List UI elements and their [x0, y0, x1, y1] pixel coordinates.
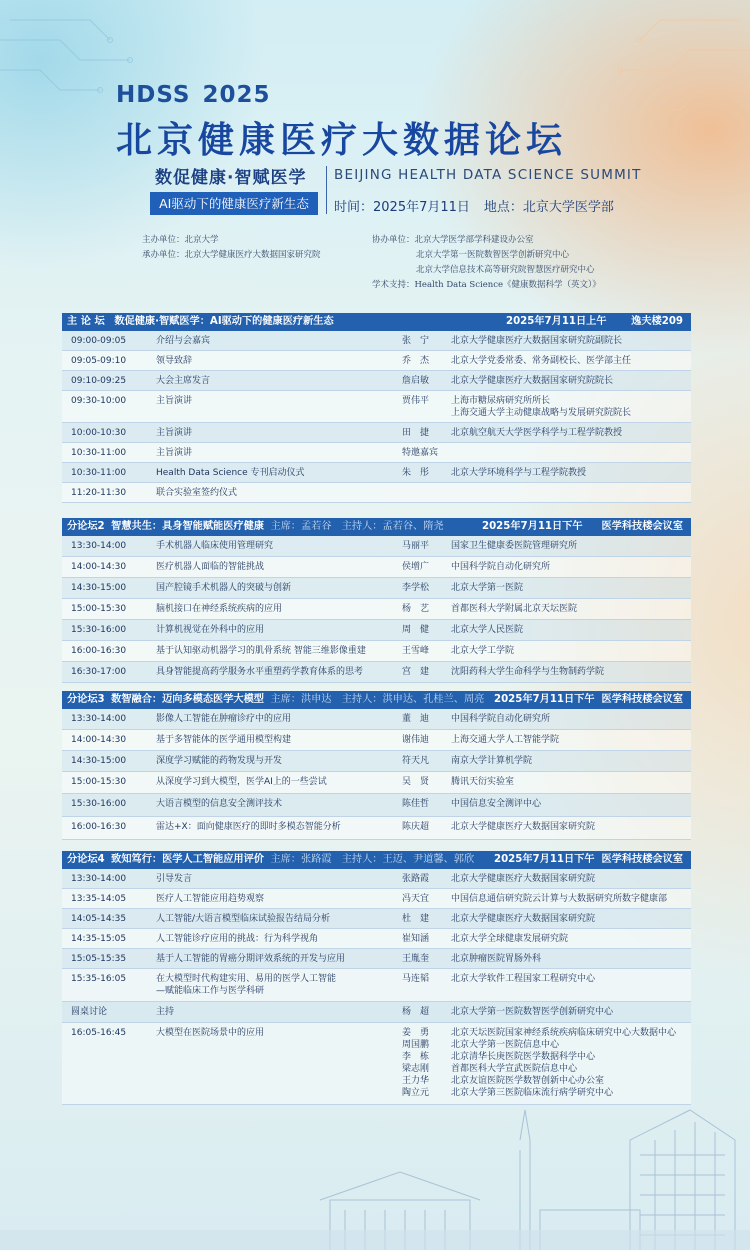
- row-topic: 主旨演讲: [156, 396, 193, 406]
- section-date: 2025年7月11日下午: [494, 854, 595, 865]
- slogan: 数促健康·智赋医学: [155, 168, 307, 188]
- row-affiliation: 北京航空航天大学医学科学与工程学院教授: [451, 428, 623, 438]
- sub-forum-4-section: [62, 851, 691, 1105]
- row-topic: 国产腔镜手术机器人的突破与创新: [156, 583, 292, 593]
- time-place: [334, 196, 614, 215]
- row-affiliation: 北京大学健康医疗大数据国家研究院: [451, 822, 596, 832]
- row-topic: 脑机接口在神经系统疾病的应用: [156, 604, 283, 614]
- panel-affiliations: [451, 1027, 676, 1099]
- section-title: 智慧共生：具身智能赋能医疗健康: [111, 521, 264, 532]
- academic-support: 学术支持：Health Data Science《健康数据科学（英文）》: [372, 280, 601, 290]
- section-title: 数促健康·智赋医学：AI驱动下的健康医疗新生态: [114, 316, 334, 327]
- row-topic: 具身智能提高药学服务水平重塑药学教育体系的思考: [156, 667, 364, 677]
- agenda-row: [62, 949, 691, 969]
- row-affiliation: 北京肿瘤医院胃肠外科: [451, 954, 542, 964]
- organizers-left: [142, 233, 321, 263]
- row-speaker: 冯天宜: [402, 894, 430, 904]
- row-time: 14:35-15:05: [71, 934, 127, 944]
- sub-forum-2-section: [62, 518, 691, 683]
- row-topic: 计算机视觉在外科中的应用: [156, 625, 265, 635]
- row-topic: 大模型在医院场景中的应用: [156, 1028, 265, 1038]
- row-time: 15:35-16:05: [71, 974, 127, 984]
- row-time: 13:35-14:05: [71, 894, 127, 904]
- row-topic: 医疗机器人面临的智能挑战: [156, 562, 265, 572]
- row-time: 10:30-11:00: [71, 468, 127, 478]
- section-header: [62, 518, 691, 536]
- agenda-table: [62, 536, 691, 683]
- row-time: 16:00-16:30: [71, 646, 127, 656]
- row-affiliation: 北京大学软件工程国家工程研究中心: [451, 974, 596, 984]
- co-org-3: 北京大学信息技术高等研究院智慧医疗研究中心: [416, 265, 595, 275]
- row-affiliation: 北京大学党委常委、常务副校长、医学部主任: [451, 356, 632, 366]
- row-topic: 深度学习赋能的药物发现与开发: [156, 756, 283, 766]
- section-header: [62, 691, 691, 709]
- row-topic: 雷达+X：面向健康医疗的即时多模态智能分析: [156, 822, 341, 832]
- main-forum-section: [62, 313, 691, 503]
- row-affiliation: 沈阳药科大学生命科学与生物制药学院: [451, 667, 605, 677]
- section-venue: 医学科技楼会议室: [601, 854, 683, 865]
- agenda-row: [62, 599, 691, 620]
- row-topic: 医疗人工智能应用趋势观察: [156, 894, 265, 904]
- panel-speaker: 王力华: [402, 1076, 430, 1086]
- row-affiliation: 北京大学全球健康发展研究院: [451, 934, 569, 944]
- row-topic: 基于认知驱动机器学习的肌骨系统 智能三维影像重建: [156, 646, 366, 656]
- agenda-row: [62, 869, 691, 889]
- header-divider: [326, 166, 327, 214]
- section-prefix: 分论坛3: [67, 694, 105, 705]
- agenda-row: [62, 662, 691, 683]
- affiliation-line: 上海交通大学主动健康战略与发展研究院院长: [451, 408, 632, 418]
- brand-name: HDSS: [116, 82, 191, 108]
- row-affiliation: 北京大学健康医疗大数据国家研究院院长: [451, 376, 614, 386]
- row-affiliation: 中国信息通信研究院云计算与大数据研究所数字健康部: [451, 894, 668, 904]
- panel-speaker: 梁志刚: [402, 1064, 430, 1074]
- row-time: 15:30-16:00: [71, 799, 127, 809]
- row-topic: 联合实验室签约仪式: [156, 488, 238, 498]
- section-date: 2025年7月11日上午: [506, 316, 607, 327]
- row-topic: 人工智能诊疗应用的挑战：行为科学视角: [156, 934, 319, 944]
- panel-affiliation: 首都医科大学宣武医院信息中心: [451, 1064, 578, 1074]
- row-time: 09:30-10:00: [71, 396, 127, 406]
- row-time: 15:30-16:00: [71, 625, 127, 635]
- row-affiliation: 北京大学健康医疗大数据国家研究院副院长: [451, 336, 623, 346]
- sub-forum-3-section: [62, 691, 691, 840]
- row-topic: 人工智能/大语言模型临床试验报告结局分析: [156, 914, 331, 924]
- row-topic: 主持: [156, 1007, 175, 1017]
- row-time: 13:30-14:00: [71, 541, 127, 551]
- agenda-row: [62, 620, 691, 641]
- row-speaker: 马连韬: [402, 974, 430, 984]
- section-prefix: 主 论 坛: [67, 316, 105, 327]
- row-affiliation: 北京大学人民医院: [451, 625, 524, 635]
- agenda-row: [62, 817, 691, 840]
- agenda-row: [62, 889, 691, 909]
- panel-row: [62, 1023, 691, 1105]
- section-date: 2025年7月11日下午: [494, 694, 595, 705]
- section-date: 2025年7月11日下午: [482, 521, 583, 532]
- row-time: 13:30-14:00: [71, 714, 127, 724]
- page-title: 北京健康医疗大数据论坛: [116, 120, 568, 161]
- row-time: 10:00-10:30: [71, 428, 127, 438]
- agenda-row: [62, 794, 691, 817]
- row-topic: 手术机器人临床使用管理研究: [156, 541, 274, 551]
- agenda-row: [62, 772, 691, 794]
- row-time: 09:05-09:10: [71, 356, 127, 366]
- row-affiliation: 北京大学第一医院数智医学创新研究中心: [451, 1007, 614, 1017]
- brand-logo: [116, 82, 270, 108]
- row-speaker: 杨 艺: [402, 604, 430, 614]
- panel-affiliation: 北京大学第三医院临床流行病学研究中心: [451, 1088, 614, 1098]
- row-time: 15:00-15:30: [71, 777, 127, 787]
- row-affiliation: 中国科学院自动化研究所: [451, 714, 551, 724]
- row-affiliation: 北京大学健康医疗大数据国家研究院: [451, 914, 596, 924]
- section-chairs: 主席：张路霞 主持人：王迈、尹道馨、郭欣: [270, 854, 475, 865]
- row-speaker: 王雪峰: [402, 646, 430, 656]
- section-venue: 医学科技楼会议室: [601, 694, 683, 705]
- row-topic: 介绍与会嘉宾: [156, 336, 211, 346]
- row-affiliation: 中国科学院自动化研究所: [451, 562, 551, 572]
- row-speaker: 陈佳哲: [402, 799, 430, 809]
- section-chairs: 主席：洪申达 主持人：洪申达、孔桂兰、周亮: [270, 694, 485, 705]
- row-speaker: 张路霞: [402, 874, 430, 884]
- row-speaker: 乔 杰: [402, 356, 430, 366]
- agenda-row: [62, 443, 691, 463]
- row-time: 15:00-15:30: [71, 604, 127, 614]
- row-time: 圆桌讨论: [71, 1007, 108, 1017]
- agenda-row: [62, 351, 691, 371]
- row-time: 14:30-15:00: [71, 583, 127, 593]
- row-topic: 基于多智能体的医学通用模型构建: [156, 735, 292, 745]
- section-prefix: 分论坛4: [67, 854, 105, 865]
- row-time: 15:05-15:35: [71, 954, 127, 964]
- row-time: 11:20-11:30: [71, 488, 127, 498]
- row-time: 09:10-09:25: [71, 376, 127, 386]
- row-affiliation: 北京大学工学院: [451, 646, 515, 656]
- row-topic: 基于人工智能的胃癌分期评效系统的开发与应用: [156, 954, 346, 964]
- row-speaker: 宫 建: [402, 667, 430, 677]
- row-time: 16:05-16:45: [71, 1028, 127, 1038]
- agenda-row: [62, 929, 691, 949]
- panel-speaker: 姜 勇: [402, 1028, 430, 1038]
- agenda-row: [62, 536, 691, 557]
- campus-skyline-illustration: [0, 1080, 750, 1250]
- row-speaker: 侯增广: [402, 562, 430, 572]
- row-affiliation: 国家卫生健康委医院管理研究所: [451, 541, 578, 551]
- agenda-row: [62, 557, 691, 578]
- row-speaker: 周 健: [402, 625, 430, 635]
- row-time: 10:30-11:00: [71, 448, 127, 458]
- agenda-row: [62, 969, 691, 1002]
- agenda-table: [62, 331, 691, 503]
- row-time: 13:30-14:00: [71, 874, 127, 884]
- row-topic: 引导发言: [156, 874, 193, 884]
- panel-speaker: 李 栋: [402, 1052, 430, 1062]
- section-title: 致知笃行：医学人工智能应用评价: [111, 854, 264, 865]
- organizers-right: [372, 233, 601, 293]
- row-affiliation: 南京大学计算机学院: [451, 756, 533, 766]
- row-topic: Health Data Science 专刊启动仪式: [156, 468, 305, 478]
- agenda-row: [62, 909, 691, 929]
- row-affiliation: 中国信息安全测评中心: [451, 799, 542, 809]
- section-venue: 逸夫楼209: [631, 316, 683, 327]
- panel-speaker: 周国鹏: [402, 1040, 430, 1050]
- row-topic: 大语言模型的信息安全测评技术: [156, 799, 283, 809]
- agenda-table: [62, 709, 691, 840]
- affiliation-line: 上海市糖尿病研究所所长: [451, 396, 551, 406]
- row-speaker: 马丽平: [402, 541, 430, 551]
- row-time: 14:00-14:30: [71, 735, 127, 745]
- row-speaker: 杜 建: [402, 914, 430, 924]
- event-place: 地点：北京大学医学部: [483, 200, 614, 215]
- row-affiliation: [451, 395, 631, 419]
- row-speaker: 杨 超: [402, 1007, 430, 1017]
- row-topic: [156, 973, 336, 997]
- row-time: 14:30-15:00: [71, 756, 127, 766]
- row-topic: 大会主席发言: [156, 376, 211, 386]
- theme-badge: AI驱动下的健康医疗新生态: [150, 192, 318, 215]
- section-title: 数智融合：迈向多模态医学大模型: [111, 694, 264, 705]
- agenda-table: [62, 869, 691, 1105]
- english-title: BEIJING HEALTH DATA SCIENCE SUMMIT: [334, 167, 642, 183]
- agenda-row: [62, 371, 691, 391]
- row-speaker: 朱 彤: [402, 468, 430, 478]
- topic-line: —赋能临床工作与医学科研: [156, 986, 265, 996]
- row-topic: 领导致辞: [156, 356, 193, 366]
- row-affiliation: 北京大学第一医院: [451, 583, 524, 593]
- row-speaker: 李学松: [402, 583, 430, 593]
- agenda-row: [62, 578, 691, 599]
- row-time: 09:00-09:05: [71, 336, 127, 346]
- row-topic: 主旨演讲: [156, 448, 193, 458]
- row-time: 16:00-16:30: [71, 822, 127, 832]
- agenda-row: [62, 1002, 691, 1023]
- panel-affiliation: 北京清华长庚医院医学数据科学中心: [451, 1052, 596, 1062]
- row-affiliation: 北京大学健康医疗大数据国家研究院: [451, 874, 596, 884]
- panel-speaker: 陶立元: [402, 1088, 430, 1098]
- row-speaker: 詹启敏: [402, 376, 430, 386]
- agenda-row: [62, 391, 691, 423]
- row-affiliation: 北京大学环境科学与工程学院教授: [451, 468, 587, 478]
- row-speaker: 陈庆超: [402, 822, 430, 832]
- brand-year: 2025: [202, 82, 271, 108]
- section-chairs: 主席：孟若谷 主持人：孟若谷、隋尧: [270, 521, 444, 532]
- topic-line: 在大模型时代构建实用、易用的医学人工智能: [156, 974, 337, 984]
- row-speaker: 董 迪: [402, 714, 430, 724]
- agenda-row: [62, 709, 691, 730]
- agenda-row: [62, 751, 691, 772]
- row-topic: 影像人工智能在肿瘤诊疗中的应用: [156, 714, 292, 724]
- row-speaker: 贾伟平: [402, 396, 430, 406]
- row-affiliation: 腾讯天衍实验室: [451, 777, 515, 787]
- panel-affiliation: 北京大学第一医院信息中心: [451, 1040, 560, 1050]
- row-time: 14:00-14:30: [71, 562, 127, 572]
- panel-affiliation: 北京友谊医院医学数智创新中心办公室: [451, 1076, 605, 1086]
- row-topic: 从深度学习到大模型，医学AI上的一些尝试: [156, 777, 327, 787]
- row-affiliation: 首都医科大学附属北京天坛医院: [451, 604, 578, 614]
- host-org: 主办单位：北京大学: [142, 235, 219, 245]
- row-speaker: 王胤奎: [402, 954, 430, 964]
- agenda-row: [62, 463, 691, 483]
- section-venue: 医学科技楼会议室: [601, 521, 683, 532]
- row-affiliation: 上海交通大学人工智能学院: [451, 735, 560, 745]
- row-speaker: 谢伟迪: [402, 735, 430, 745]
- row-speaker: 张 宁: [402, 336, 430, 346]
- row-speaker: 符天凡: [402, 756, 430, 766]
- co-label: 协办单位：: [372, 235, 415, 245]
- agenda-row: [62, 423, 691, 443]
- panel-speakers: [402, 1027, 429, 1099]
- agenda-row: [62, 483, 691, 503]
- event-time: 时间：2025年7月11日: [334, 200, 470, 215]
- row-speaker: 田 捷: [402, 428, 430, 438]
- row-speaker: 崔知涵: [402, 934, 430, 944]
- row-speaker: 吴 贤: [402, 777, 430, 787]
- row-topic: 主旨演讲: [156, 428, 193, 438]
- agenda-row: [62, 331, 691, 351]
- row-speaker: 特邀嘉宾: [402, 448, 439, 458]
- section-header: [62, 313, 691, 331]
- section-header: [62, 851, 691, 869]
- row-time: 16:30-17:00: [71, 667, 127, 677]
- undertaker-org: 承办单位：北京大学健康医疗大数据国家研究院: [142, 250, 321, 260]
- panel-affiliation: 北京天坛医院国家神经系统疾病临床研究中心大数据中心: [451, 1028, 677, 1038]
- co-org-2: 北京大学第一医院数智医学创新研究中心: [416, 250, 570, 260]
- agenda-row: [62, 641, 691, 662]
- co-org-1: 北京大学医学部学科建设办公室: [414, 235, 534, 245]
- section-prefix: 分论坛2: [67, 521, 105, 532]
- agenda-row: [62, 730, 691, 751]
- row-time: 14:05-14:35: [71, 914, 127, 924]
